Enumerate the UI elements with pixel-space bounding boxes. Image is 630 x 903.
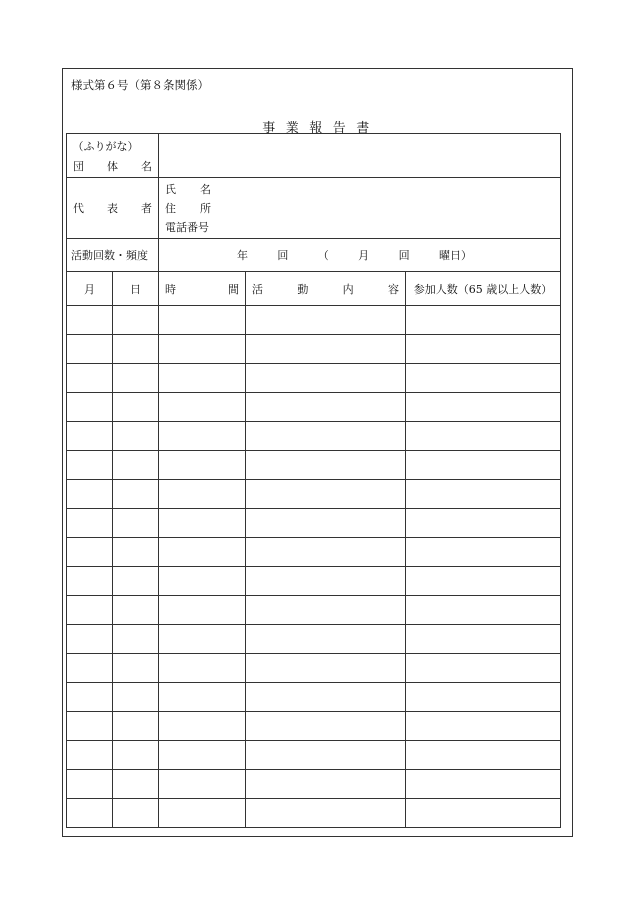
representative-label-cell (67, 178, 159, 239)
cell-content[interactable] (246, 509, 406, 538)
table-row (67, 306, 561, 335)
table-row (67, 625, 561, 654)
cell-day[interactable] (113, 654, 159, 683)
cell-time[interactable] (159, 335, 246, 364)
group-name-label-cell (67, 134, 159, 178)
cell-time[interactable] (159, 306, 246, 335)
title-char: 業 (285, 121, 300, 136)
cell-day[interactable] (113, 799, 159, 828)
cell-time[interactable] (159, 683, 246, 712)
cell-day[interactable] (113, 683, 159, 712)
cell-day[interactable] (113, 596, 159, 625)
cell-day[interactable] (113, 741, 159, 770)
cell-participants[interactable] (406, 451, 561, 480)
cell-month[interactable] (67, 538, 113, 567)
cell-month[interactable] (67, 306, 113, 335)
cell-content[interactable] (246, 654, 406, 683)
cell-participants[interactable] (406, 596, 561, 625)
table-row (67, 364, 561, 393)
cell-month[interactable] (67, 625, 113, 654)
table-body (67, 306, 561, 828)
frequency-input[interactable]: 年 回 （ 月 回 曜日） (159, 239, 561, 272)
title-char: 書 (356, 121, 370, 136)
frequency-label: 活動回数・頻度 (67, 239, 159, 272)
cell-participants[interactable] (406, 683, 561, 712)
cell-month[interactable] (67, 364, 113, 393)
table-row (67, 451, 561, 480)
cell-content[interactable] (246, 538, 406, 567)
table-row (67, 393, 561, 422)
cell-participants[interactable] (406, 393, 561, 422)
cell-day[interactable] (113, 770, 159, 799)
table-row (67, 770, 561, 799)
cell-time[interactable] (159, 393, 246, 422)
table-row (67, 596, 561, 625)
cell-content[interactable] (246, 393, 406, 422)
title-char: 報 (309, 121, 323, 136)
title-char: 告 (332, 121, 347, 136)
table-row (67, 480, 561, 509)
cell-time[interactable] (159, 799, 246, 828)
cell-participants[interactable] (406, 741, 561, 770)
cell-month[interactable] (67, 683, 113, 712)
cell-participants[interactable] (406, 799, 561, 828)
cell-content[interactable] (246, 335, 406, 364)
header-participants: 参加人数（65 歳以上人数） (406, 272, 561, 306)
cell-time[interactable] (159, 538, 246, 567)
cell-day[interactable] (113, 712, 159, 741)
cell-month[interactable] (67, 654, 113, 683)
table-row (67, 335, 561, 364)
cell-month[interactable] (67, 335, 113, 364)
cell-time[interactable] (159, 596, 246, 625)
representative-address-label: 住 所 (165, 201, 211, 215)
cell-day[interactable] (113, 625, 159, 654)
cell-day[interactable] (113, 538, 159, 567)
cell-day[interactable] (113, 451, 159, 480)
cell-content[interactable] (246, 625, 406, 654)
cell-participants[interactable] (406, 364, 561, 393)
table-row (67, 538, 561, 567)
cell-day[interactable] (113, 364, 159, 393)
cell-content[interactable] (246, 364, 406, 393)
cell-time[interactable] (159, 567, 246, 596)
cell-time[interactable] (159, 770, 246, 799)
representative-input[interactable] (159, 178, 561, 239)
cell-day[interactable] (113, 480, 159, 509)
table-row (67, 567, 561, 596)
cell-participants[interactable] (406, 306, 561, 335)
table-row (67, 741, 561, 770)
table-row (67, 509, 561, 538)
table-row (67, 799, 561, 828)
cell-time[interactable] (159, 509, 246, 538)
cell-content[interactable] (246, 422, 406, 451)
cell-time[interactable] (159, 364, 246, 393)
group-name-label: 団 体 名 (73, 159, 152, 173)
representative-phone-label: 電話番号 (165, 220, 209, 234)
form-number: 様式第６号（第８条関係） (71, 78, 209, 92)
cell-month[interactable] (67, 799, 113, 828)
frequency-row (67, 239, 561, 272)
cell-day[interactable] (113, 335, 159, 364)
header-day: 日 (113, 272, 159, 306)
table-header-row (67, 272, 561, 306)
cell-participants[interactable] (406, 509, 561, 538)
cell-content[interactable] (246, 451, 406, 480)
title-char: 事 (262, 121, 276, 136)
cell-month[interactable] (67, 741, 113, 770)
cell-month[interactable] (67, 451, 113, 480)
cell-day[interactable] (113, 509, 159, 538)
cell-month[interactable] (67, 770, 113, 799)
cell-day[interactable] (113, 422, 159, 451)
cell-time[interactable] (159, 422, 246, 451)
cell-month[interactable] (67, 712, 113, 741)
cell-day[interactable] (113, 567, 159, 596)
cell-day[interactable] (113, 306, 159, 335)
cell-time[interactable] (159, 712, 246, 741)
cell-content[interactable] (246, 799, 406, 828)
cell-participants[interactable] (406, 422, 561, 451)
cell-content[interactable] (246, 567, 406, 596)
cell-day[interactable] (113, 393, 159, 422)
cell-content[interactable] (246, 712, 406, 741)
table-row (67, 683, 561, 712)
cell-month[interactable] (67, 422, 113, 451)
table-row (67, 422, 561, 451)
cell-month[interactable] (67, 393, 113, 422)
cell-month[interactable] (67, 567, 113, 596)
cell-participants[interactable] (406, 654, 561, 683)
header-content: 活 動 内 容 (246, 272, 406, 306)
cell-participants[interactable] (406, 712, 561, 741)
group-name-input[interactable] (159, 134, 561, 178)
cell-time[interactable] (159, 480, 246, 509)
cell-month[interactable] (67, 596, 113, 625)
cell-content[interactable] (246, 306, 406, 335)
cell-content[interactable] (246, 770, 406, 799)
representative-label: 代 表 者 (73, 202, 152, 215)
header-time: 時 間 (159, 272, 246, 306)
furigana-label: （ふりがな） (72, 139, 139, 153)
cell-content[interactable] (246, 741, 406, 770)
cell-time[interactable] (159, 625, 246, 654)
cell-month[interactable] (67, 509, 113, 538)
cell-time[interactable] (159, 451, 246, 480)
table-row (67, 654, 561, 683)
representative-name-label: 氏 名 (165, 182, 211, 196)
cell-content[interactable] (246, 596, 406, 625)
cell-content[interactable] (246, 480, 406, 509)
representative-row (67, 178, 561, 239)
cell-participants[interactable] (406, 770, 561, 799)
report-table (66, 133, 561, 828)
cell-participants[interactable] (406, 538, 561, 567)
cell-time[interactable] (159, 741, 246, 770)
cell-participants[interactable] (406, 625, 561, 654)
cell-participants[interactable] (406, 480, 561, 509)
cell-time[interactable] (159, 654, 246, 683)
cell-content[interactable] (246, 683, 406, 712)
header-month: 月 (67, 272, 113, 306)
cell-month[interactable] (67, 480, 113, 509)
table-row (67, 712, 561, 741)
cell-participants[interactable] (406, 335, 561, 364)
cell-participants[interactable] (406, 567, 561, 596)
group-name-row (67, 134, 561, 178)
